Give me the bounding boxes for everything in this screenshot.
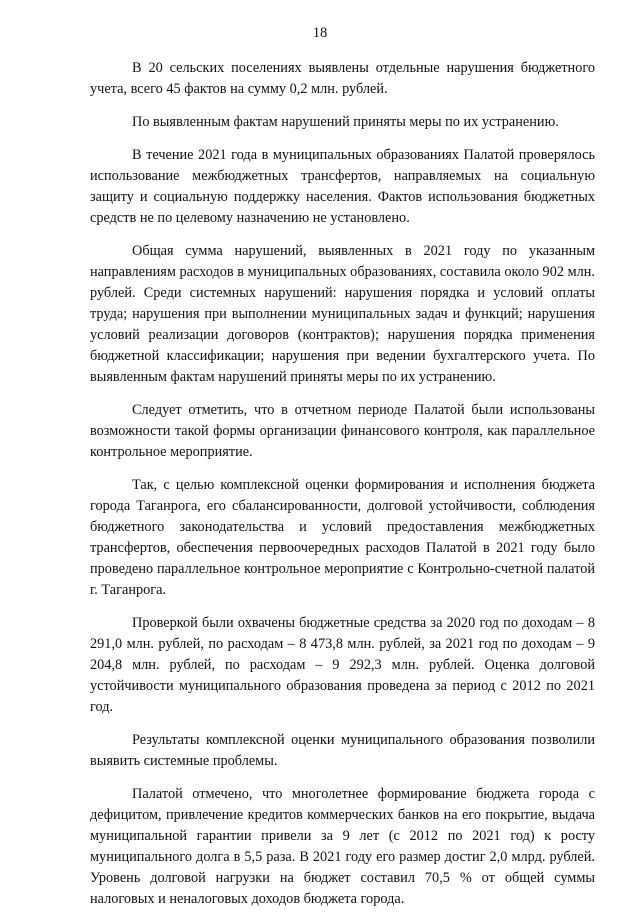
paragraph: По выявленным фактам нарушений приняты меры по их устранению.	[132, 114, 559, 130]
paragraph: В течение 2021 года в муниципальных образованиях Палатой проверялось использование межбюджетных трансфертов, направляемых на социальную защиту и социальную поддержку населения. Фактов использования бюджетных средств не по целевому назначению не установлено.	[90, 147, 595, 226]
page-number: 18	[312, 25, 328, 41]
paragraph: Так, с целью комплексной оценки формирования и исполнения бюджета города Таганрога, его сбалансированности, долговой устойчивости, соблюдения бюджетного законодательства и условий предоставления межбюджетных трансфертов, обеспечения первоочередных расходов Палатой в 2021 году было проведено параллельное контрольное мероприятие с Контрольно-счетной палатой г. Таганрога.	[90, 477, 595, 598]
paragraph: Проверкой были охвачены бюджетные средства за 2020 год по доходам – 8 291,0 млн. рублей, по расходам – 8 473,8 млн. рублей, за 2021 год по доходам – 9 204,8 млн. рублей, по расходам – 9 292,3 млн. рублей. Оценка долговой устойчивости муниципального образования проведена за период с 2012 по 2021 год.	[90, 615, 595, 715]
paragraph: Следует отметить, что в отчетном периоде Палатой были использованы возможности такой формы организации финансового контроля, как параллельное контрольное мероприятие.	[90, 402, 595, 460]
document-body	[90, 58, 595, 922]
paragraph: В 20 сельских поселениях выявлены отдельные нарушения бюджетного учета, всего 45 фактов на сумму 0,2 млн. рублей.	[90, 60, 595, 97]
paragraph: Палатой отмечено, что многолетнее формирование бюджета города с дефицитом, привлечение кредитов коммерческих банков на его покрытие, выдача муниципальной гарантии привели за 9 лет (с 2012 по 2021 год) к росту муниципального долга в 5,5 раза. В 2021 году его размер достиг 2,0 млрд. рублей. Уровень долговой нагрузки на бюджет составил 70,5 % от общей суммы налоговых и неналоговых доходов бюджета города.	[90, 786, 595, 907]
paragraph: Общая сумма нарушений, выявленных в 2021 году по указанным направлениям расходов в муниципальных образованиях, составила около 902 млн. рублей. Среди системных нарушений: нарушения порядка и условий оплаты труда; нарушения при выполнении муниципальных задач и функций; нарушения условий реализации договоров (контрактов); нарушения порядка применения бюджетной классификации; нарушения при ведении бухгалтерского учета. По выявленным фактам нарушений приняты меры по их устранению.	[90, 243, 595, 385]
paragraph: Результаты комплексной оценки муниципального образования позволили выявить системные проблемы.	[90, 732, 595, 769]
